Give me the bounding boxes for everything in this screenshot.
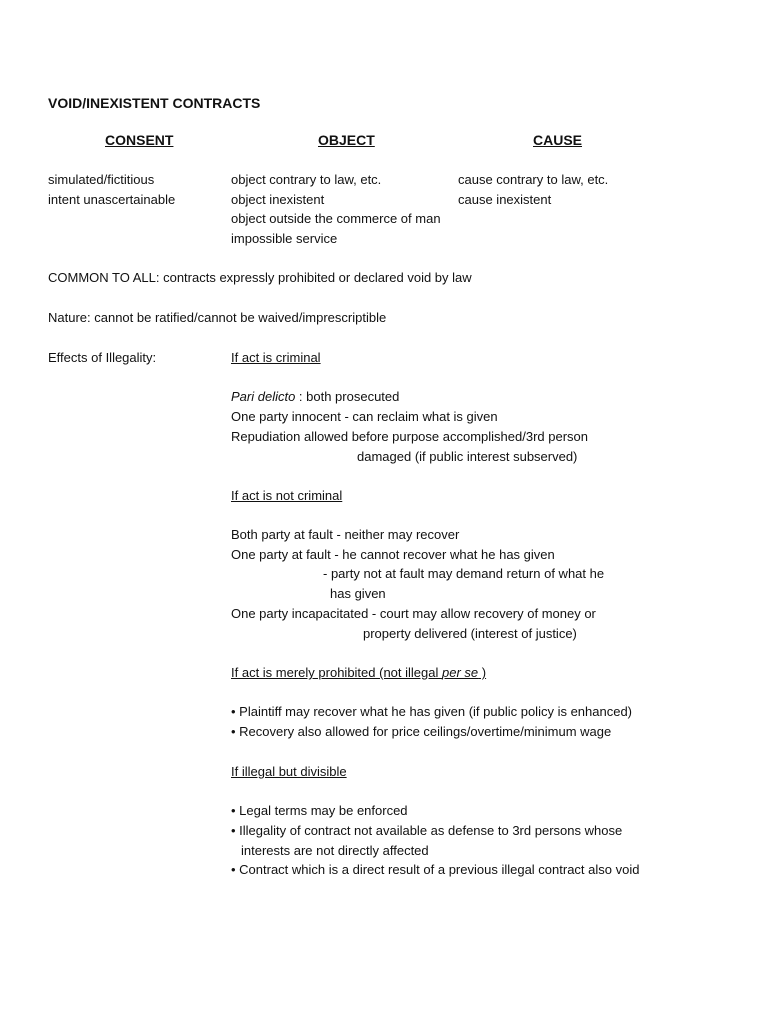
effects-label: Effects of Illegality: (48, 350, 157, 365)
consent-header: CONSENT (105, 132, 174, 148)
object-item: impossible service (231, 231, 338, 246)
object-item: object outside the commerce of man (231, 211, 441, 226)
not-criminal-line: has given (330, 586, 386, 601)
per-se-term: per se (441, 665, 479, 680)
not-criminal-line: property delivered (interest of justice) (363, 626, 577, 641)
object-item: object inexistent (231, 192, 325, 207)
bullet-item: • Contract which is a direct result of a previous illegal contract also void (231, 862, 640, 877)
common-to-all: COMMON TO ALL: contracts expressly prohibited or declared void by law (48, 270, 472, 285)
bullet-item: • Plaintiff may recover what he has given (if public policy is enhanced) (231, 704, 633, 719)
bullet-item-continuation: interests are not directly affected (241, 843, 429, 858)
criminal-heading: If act is criminal (231, 350, 321, 365)
not-criminal-line: Both party at fault - neither may recover (231, 527, 460, 542)
bullet-item: • Recovery also allowed for price ceilings/overtime/minimum wage (231, 724, 612, 739)
pari-delicto-rest: : both prosecuted (295, 389, 400, 404)
merely-prohibited-heading (231, 665, 486, 681)
criminal-line: Repudiation allowed before purpose accomplished/3rd person (231, 429, 589, 444)
divisible-heading: If illegal but divisible (231, 764, 347, 779)
pari-delicto-term: Pari delicto (231, 389, 296, 404)
cause-item: cause contrary to law, etc. (458, 172, 609, 187)
consent-item: simulated/fictitious (48, 172, 155, 187)
not-criminal-line: One party at fault - he cannot recover what he has given (231, 547, 555, 562)
not-criminal-heading: If act is not criminal (231, 488, 343, 503)
not-criminal-line: - party not at fault may demand return of what he (323, 566, 605, 581)
cause-item: cause inexistent (458, 192, 552, 207)
not-criminal-line: One party incapacitated - court may allow recovery of money or (231, 606, 596, 621)
document-title: VOID/INEXISTENT CONTRACTS (48, 95, 261, 111)
cause-header: CAUSE (533, 132, 583, 148)
criminal-line: One party innocent - can reclaim what is given (231, 409, 498, 424)
nature-line: Nature: cannot be ratified/cannot be waived/imprescriptible (48, 310, 387, 325)
pari-delicto-line (231, 389, 399, 405)
object-item: object contrary to law, etc. (231, 172, 382, 187)
consent-item: intent unascertainable (48, 192, 176, 207)
merely-prohibited-prefix: If act is merely prohibited (not illegal (231, 665, 442, 680)
merely-prohibited-suffix: ) (478, 665, 487, 680)
criminal-line: damaged (if public interest subserved) (357, 449, 578, 464)
object-header: OBJECT (318, 132, 375, 148)
bullet-item: • Legal terms may be enforced (231, 803, 408, 818)
bullet-item: • Illegality of contract not available as defense to 3rd persons whose (231, 823, 623, 838)
